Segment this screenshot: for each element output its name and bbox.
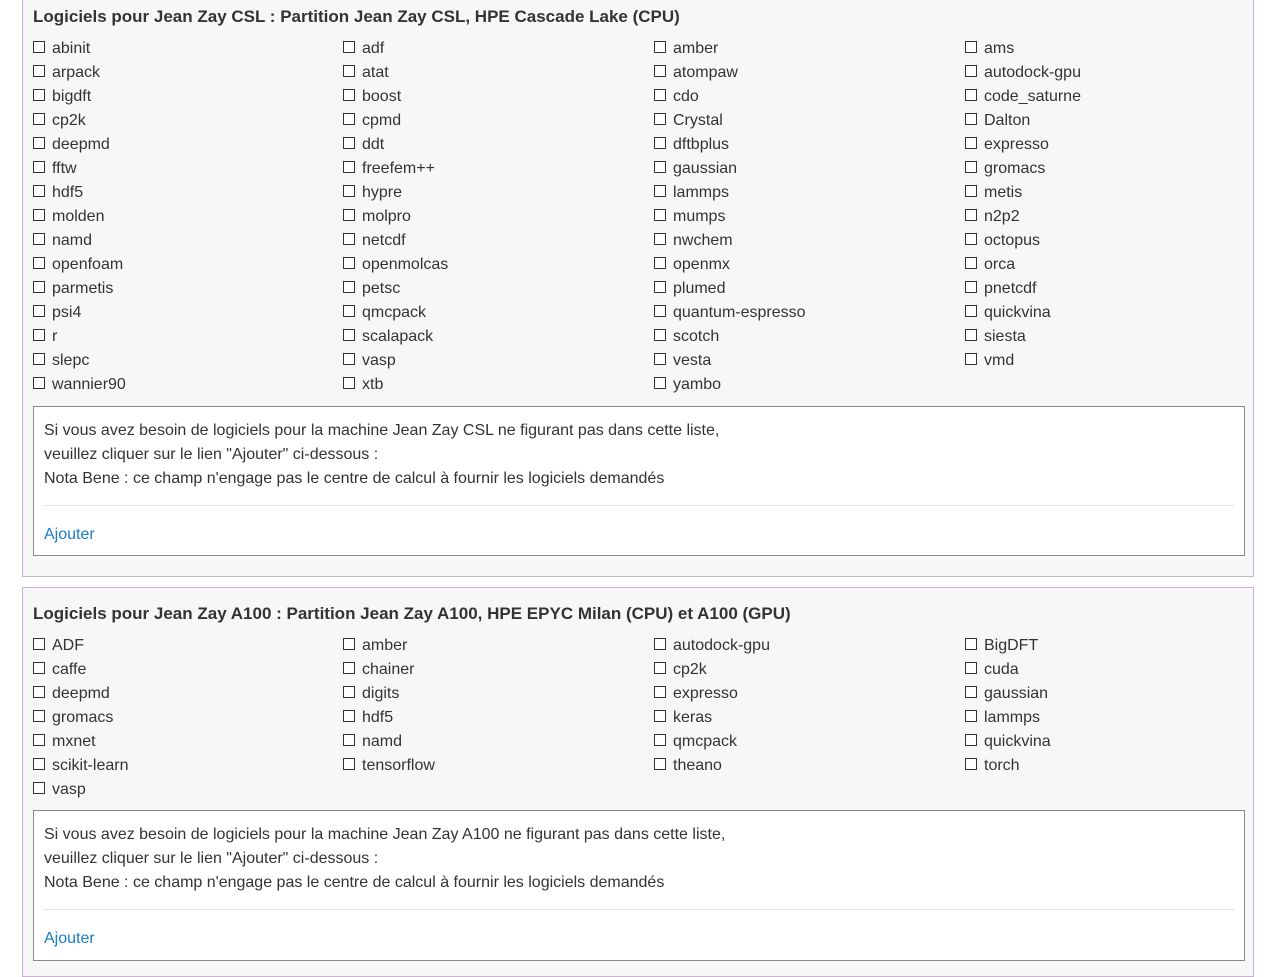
checkbox-icon[interactable] [965, 41, 977, 53]
checkbox-icon[interactable] [965, 137, 977, 149]
software-option[interactable] [343, 754, 654, 778]
checkbox-icon[interactable] [343, 353, 355, 365]
software-label: chainer [362, 661, 415, 678]
checkbox-icon[interactable] [33, 65, 45, 77]
software-option[interactable] [33, 682, 343, 706]
software-label: xtb [362, 376, 384, 393]
software-option[interactable] [33, 706, 343, 730]
software-option[interactable] [965, 301, 1265, 325]
software-label: hdf5 [362, 709, 394, 726]
software-option[interactable] [965, 109, 1265, 133]
checkbox-icon[interactable] [654, 638, 666, 650]
checkbox-icon[interactable] [343, 209, 355, 221]
info-line: Nota Bene : ce champ n'engage pas le centre de calcul à fournir les logiciels demandés [44, 470, 665, 487]
software-label: lammps [673, 184, 730, 201]
checkbox-icon[interactable] [654, 257, 666, 269]
software-option[interactable] [33, 301, 343, 325]
checkbox-icon[interactable] [343, 233, 355, 245]
software-label: atat [362, 64, 389, 81]
software-label: arpack [52, 64, 101, 81]
software-option[interactable] [343, 37, 654, 61]
checkbox-icon[interactable] [654, 233, 666, 245]
software-option[interactable] [343, 157, 654, 181]
checkbox-icon[interactable] [654, 758, 666, 770]
software-label: siesta [984, 328, 1026, 345]
software-option[interactable] [654, 706, 965, 730]
checkbox-icon[interactable] [965, 638, 977, 650]
software-label: torch [984, 757, 1020, 774]
software-label: qmcpack [362, 304, 427, 321]
software-label: namd [362, 733, 403, 750]
software-label: n2p2 [984, 208, 1020, 225]
checkbox-icon[interactable] [343, 329, 355, 341]
software-option[interactable] [33, 85, 343, 109]
checkbox-icon[interactable] [33, 233, 45, 245]
software-option[interactable] [654, 730, 965, 754]
checkbox-icon[interactable] [654, 281, 666, 293]
checkbox-icon[interactable] [343, 89, 355, 101]
checkbox-icon[interactable] [965, 329, 977, 341]
checkbox-icon[interactable] [33, 185, 45, 197]
software-option[interactable] [965, 157, 1265, 181]
software-option[interactable] [965, 682, 1265, 706]
software-label: molpro [362, 208, 411, 225]
software-option[interactable] [343, 109, 654, 133]
software-option[interactable] [343, 301, 654, 325]
divider [44, 909, 1234, 910]
request-software-box [33, 406, 1245, 556]
software-panel-a100 [22, 587, 1254, 977]
checkbox-icon[interactable] [343, 734, 355, 746]
software-option[interactable] [343, 181, 654, 205]
checkbox-icon[interactable] [654, 353, 666, 365]
checkbox-icon[interactable] [965, 686, 977, 698]
software-option[interactable] [343, 229, 654, 253]
checkbox-icon[interactable] [343, 161, 355, 173]
info-line: veuillez cliquer sur le lien "Ajouter" ci-dessous : [44, 446, 379, 463]
software-option[interactable] [343, 253, 654, 277]
software-label: vasp [362, 352, 396, 369]
software-option[interactable] [33, 277, 343, 301]
software-option[interactable] [654, 373, 965, 397]
software-label: Dalton [984, 112, 1031, 129]
software-label: scotch [673, 328, 720, 345]
checkbox-icon[interactable] [654, 329, 666, 341]
software-label: abinit [52, 40, 91, 57]
checkbox-icon[interactable] [965, 734, 977, 746]
software-option[interactable] [965, 61, 1265, 85]
software-option[interactable] [654, 658, 965, 682]
checkbox-icon[interactable] [654, 185, 666, 197]
software-label: vasp [52, 781, 86, 798]
software-label: bigdft [52, 88, 92, 105]
software-option[interactable] [33, 754, 343, 778]
software-option[interactable] [654, 109, 965, 133]
software-label: quantum-espresso [673, 304, 806, 321]
software-panel-csl [22, 0, 1254, 577]
software-option[interactable] [965, 205, 1265, 229]
software-option[interactable] [965, 37, 1265, 61]
software-option[interactable] [343, 133, 654, 157]
software-label: caffe [52, 661, 87, 678]
software-option[interactable] [33, 61, 343, 85]
checkbox-icon[interactable] [965, 758, 977, 770]
checkbox-icon[interactable] [654, 161, 666, 173]
software-label: wannier90 [52, 376, 126, 393]
software-label: quickvina [984, 733, 1051, 750]
checkbox-icon[interactable] [343, 710, 355, 722]
software-option[interactable] [33, 181, 343, 205]
software-label: quickvina [984, 304, 1051, 321]
checkbox-icon[interactable] [343, 377, 355, 389]
software-checkbox-grid [33, 37, 1273, 397]
software-label: hypre [362, 184, 403, 201]
software-label: lammps [984, 709, 1041, 726]
software-option[interactable] [343, 634, 654, 658]
software-option[interactable] [654, 754, 965, 778]
software-label: tensorflow [362, 757, 435, 774]
software-label: gaussian [673, 160, 738, 177]
software-option[interactable] [654, 634, 965, 658]
checkbox-icon[interactable] [33, 353, 45, 365]
checkbox-icon[interactable] [343, 305, 355, 317]
software-option[interactable] [33, 325, 343, 349]
checkbox-icon[interactable] [654, 113, 666, 125]
software-label: openfoam [52, 256, 124, 273]
checkbox-icon[interactable] [33, 710, 45, 722]
software-option[interactable] [33, 730, 343, 754]
software-option[interactable] [965, 754, 1265, 778]
software-label: plumed [673, 280, 726, 297]
add-software-link[interactable]: Ajouter [44, 526, 95, 543]
software-label: gromacs [52, 709, 114, 726]
checkbox-icon[interactable] [654, 377, 666, 389]
software-label: netcdf [362, 232, 406, 249]
software-label: adf [362, 40, 385, 57]
software-option[interactable] [343, 61, 654, 85]
software-label: deepmd [52, 685, 110, 702]
checkbox-icon[interactable] [965, 662, 977, 674]
checkbox-icon[interactable] [965, 257, 977, 269]
software-label: scikit-learn [52, 757, 129, 774]
software-option[interactable] [965, 181, 1265, 205]
checkbox-icon[interactable] [654, 89, 666, 101]
checkbox-icon[interactable] [965, 113, 977, 125]
checkbox-icon[interactable] [33, 281, 45, 293]
software-label: petsc [362, 280, 401, 297]
software-label: expresso [673, 685, 738, 702]
checkbox-icon[interactable] [343, 257, 355, 269]
checkbox-icon[interactable] [965, 281, 977, 293]
software-option[interactable] [33, 373, 343, 397]
software-label: keras [673, 709, 713, 726]
checkbox-icon[interactable] [654, 305, 666, 317]
software-option[interactable] [654, 277, 965, 301]
software-option[interactable] [965, 253, 1265, 277]
checkbox-icon[interactable] [33, 782, 45, 794]
checkbox-icon[interactable] [33, 377, 45, 389]
checkbox-icon[interactable] [654, 137, 666, 149]
software-option[interactable] [654, 181, 965, 205]
software-option[interactable] [33, 157, 343, 181]
checkbox-icon[interactable] [654, 209, 666, 221]
checkbox-icon[interactable] [343, 758, 355, 770]
software-label: deepmd [52, 136, 110, 153]
software-label: metis [984, 184, 1023, 201]
software-option[interactable] [33, 229, 343, 253]
software-label: dftbplus [673, 136, 730, 153]
software-label: cp2k [52, 112, 86, 129]
software-option[interactable] [343, 658, 654, 682]
checkbox-icon[interactable] [654, 41, 666, 53]
checkbox-icon[interactable] [965, 89, 977, 101]
software-label: theano [673, 757, 722, 774]
checkbox-icon[interactable] [33, 113, 45, 125]
software-option[interactable] [965, 634, 1265, 658]
software-option[interactable] [965, 133, 1265, 157]
software-label: autodock-gpu [984, 64, 1081, 81]
software-label: digits [362, 685, 400, 702]
request-software-box [33, 810, 1245, 961]
checkbox-icon[interactable] [965, 353, 977, 365]
software-option[interactable] [654, 133, 965, 157]
software-label: expresso [984, 136, 1049, 153]
software-label: Crystal [673, 112, 723, 129]
software-option[interactable] [33, 778, 343, 802]
software-option[interactable] [33, 37, 343, 61]
checkbox-icon[interactable] [965, 305, 977, 317]
software-label: ddt [362, 136, 385, 153]
software-label: slepc [52, 352, 90, 369]
checkbox-icon[interactable] [965, 233, 977, 245]
checkbox-icon[interactable] [965, 161, 977, 173]
software-option[interactable] [33, 133, 343, 157]
checkbox-icon[interactable] [654, 734, 666, 746]
software-option[interactable] [33, 253, 343, 277]
checkbox-icon[interactable] [33, 662, 45, 674]
software-label: amber [362, 637, 408, 654]
info-text [44, 823, 725, 895]
software-option[interactable] [965, 325, 1265, 349]
software-label: nwchem [673, 232, 733, 249]
software-label: vesta [673, 352, 712, 369]
software-label: r [52, 328, 58, 345]
software-option[interactable] [654, 157, 965, 181]
software-option[interactable] [343, 682, 654, 706]
checkbox-icon[interactable] [654, 710, 666, 722]
software-label: cdo [673, 88, 699, 105]
checkbox-icon[interactable] [33, 209, 45, 221]
software-label: qmcpack [673, 733, 738, 750]
software-label: mumps [673, 208, 726, 225]
software-label: cpmd [362, 112, 402, 129]
software-label: amber [673, 40, 719, 57]
software-label: fftw [52, 160, 77, 177]
software-option[interactable] [654, 325, 965, 349]
checkbox-icon[interactable] [965, 209, 977, 221]
checkbox-icon[interactable] [33, 89, 45, 101]
software-option[interactable] [965, 658, 1265, 682]
software-label: pnetcdf [984, 280, 1037, 297]
checkbox-icon[interactable] [343, 65, 355, 77]
software-option[interactable] [965, 349, 1265, 373]
software-option[interactable] [343, 325, 654, 349]
checkbox-icon[interactable] [654, 662, 666, 674]
software-option[interactable] [343, 85, 654, 109]
info-line: Si vous avez besoin de logiciels pour la machine Jean Zay CSL ne figurant pas dans cette liste, [44, 422, 720, 439]
software-label: parmetis [52, 280, 114, 297]
software-option[interactable] [654, 349, 965, 373]
software-option[interactable] [654, 37, 965, 61]
checkbox-icon[interactable] [33, 41, 45, 53]
checkbox-icon[interactable] [33, 638, 45, 650]
software-option[interactable] [654, 253, 965, 277]
software-option[interactable] [33, 634, 343, 658]
software-option[interactable] [965, 706, 1265, 730]
checkbox-icon[interactable] [654, 686, 666, 698]
checkbox-icon[interactable] [343, 281, 355, 293]
info-line: Nota Bene : ce champ n'engage pas le centre de calcul à fournir les logiciels demandés [44, 874, 665, 891]
checkbox-icon[interactable] [33, 257, 45, 269]
software-label: autodock-gpu [673, 637, 770, 654]
software-label: atompaw [673, 64, 738, 81]
checkbox-icon[interactable] [343, 41, 355, 53]
checkbox-icon[interactable] [343, 185, 355, 197]
software-label: yambo [673, 376, 722, 393]
checkbox-icon[interactable] [965, 65, 977, 77]
software-option[interactable] [343, 706, 654, 730]
checkbox-icon[interactable] [965, 710, 977, 722]
software-label: BigDFT [984, 637, 1039, 654]
software-label: mxnet [52, 733, 96, 750]
software-label: ADF [52, 637, 84, 654]
checkbox-icon[interactable] [343, 662, 355, 674]
checkbox-icon[interactable] [33, 161, 45, 173]
checkbox-icon[interactable] [33, 734, 45, 746]
software-option[interactable] [33, 109, 343, 133]
software-label: gaussian [984, 685, 1049, 702]
software-label: boost [362, 88, 402, 105]
software-option[interactable] [343, 277, 654, 301]
software-label: octopus [984, 232, 1041, 249]
add-software-link[interactable]: Ajouter [44, 930, 95, 947]
software-label: cp2k [673, 661, 707, 678]
panel-title: Logiciels pour Jean Zay CSL : Partition Jean Zay CSL, HPE Cascade Lake (CPU) [33, 7, 680, 26]
software-checkbox-grid [33, 634, 1273, 802]
software-option[interactable] [965, 229, 1265, 253]
software-option[interactable] [343, 205, 654, 229]
software-option[interactable] [654, 682, 965, 706]
software-label: scalapack [362, 328, 434, 345]
software-option[interactable] [33, 658, 343, 682]
software-label: cuda [984, 661, 1019, 678]
software-option[interactable] [654, 61, 965, 85]
software-label: orca [984, 256, 1016, 273]
checkbox-icon[interactable] [33, 305, 45, 317]
checkbox-icon[interactable] [33, 137, 45, 149]
info-text [44, 419, 719, 491]
checkbox-icon[interactable] [33, 758, 45, 770]
software-label: gromacs [984, 160, 1046, 177]
software-label: ams [984, 40, 1015, 57]
software-label: vmd [984, 352, 1015, 369]
checkbox-icon[interactable] [965, 185, 977, 197]
software-option[interactable] [33, 205, 343, 229]
checkbox-icon[interactable] [343, 638, 355, 650]
software-option[interactable] [654, 229, 965, 253]
info-line: veuillez cliquer sur le lien "Ajouter" ci-dessous : [44, 850, 379, 867]
software-option[interactable] [654, 205, 965, 229]
software-label: molden [52, 208, 105, 225]
software-option[interactable] [343, 730, 654, 754]
software-label: code_saturne [984, 88, 1081, 105]
software-label: hdf5 [52, 184, 84, 201]
software-label: freefem++ [362, 160, 435, 177]
software-option[interactable] [965, 85, 1265, 109]
software-option[interactable] [654, 85, 965, 109]
checkbox-icon[interactable] [343, 686, 355, 698]
software-label: namd [52, 232, 93, 249]
checkbox-icon[interactable] [33, 686, 45, 698]
software-option[interactable] [654, 301, 965, 325]
checkbox-icon[interactable] [33, 329, 45, 341]
software-option[interactable] [343, 373, 654, 397]
software-option[interactable] [343, 349, 654, 373]
software-option[interactable] [965, 730, 1265, 754]
software-label: openmx [673, 256, 730, 273]
divider [44, 505, 1234, 506]
software-label: openmolcas [362, 256, 449, 273]
checkbox-icon[interactable] [343, 137, 355, 149]
info-line: Si vous avez besoin de logiciels pour la machine Jean Zay A100 ne figurant pas dans cette liste, [44, 826, 726, 843]
checkbox-icon[interactable] [654, 65, 666, 77]
software-option[interactable] [965, 277, 1265, 301]
software-label: psi4 [52, 304, 82, 321]
software-option[interactable] [33, 349, 343, 373]
panel-title: Logiciels pour Jean Zay A100 : Partition Jean Zay A100, HPE EPYC Milan (CPU) et A100 (GPU) [33, 604, 791, 623]
checkbox-icon[interactable] [343, 113, 355, 125]
